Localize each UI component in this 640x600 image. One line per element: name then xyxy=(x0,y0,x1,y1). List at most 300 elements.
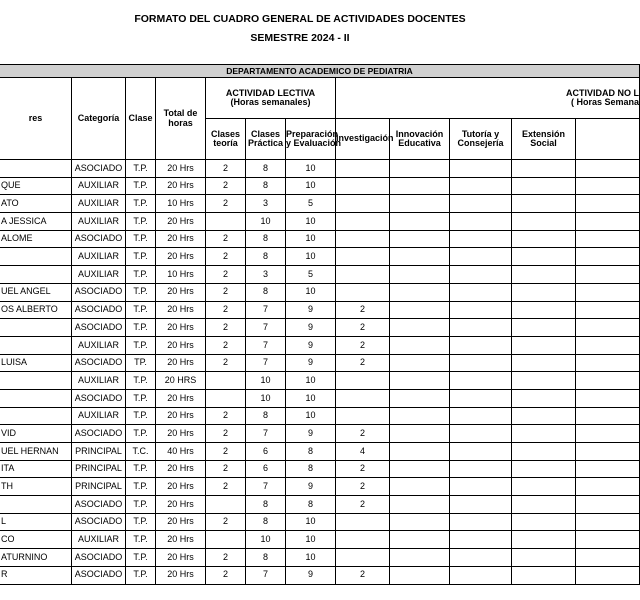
header-nombres: res xyxy=(0,78,72,160)
cell-clases-practica: 7 xyxy=(246,319,286,337)
cell-clases-practica: 7 xyxy=(246,301,286,319)
cell-clase: T.P. xyxy=(126,549,156,567)
cell-tutoria xyxy=(450,496,512,514)
cell-total-horas: 20 Hrs xyxy=(156,478,206,496)
cell-investigacion: 2 xyxy=(336,354,390,372)
cell-extension xyxy=(512,160,576,178)
cell-innovacion xyxy=(390,319,450,337)
cell-extra xyxy=(576,319,640,337)
cell-total-horas: 20 Hrs xyxy=(156,230,206,248)
cell-extra xyxy=(576,354,640,372)
cell-preparacion: 8 xyxy=(286,460,336,478)
cell-extension xyxy=(512,566,576,584)
cell-categoria: ASOCIADO xyxy=(72,513,126,531)
cell-investigacion: 2 xyxy=(336,336,390,354)
header-innovacion-line2: Educativa xyxy=(398,138,441,148)
cell-total-horas: 10 Hrs xyxy=(156,195,206,213)
cell-clases-practica: 8 xyxy=(246,513,286,531)
header-preparacion-line1: Preparación xyxy=(286,128,339,139)
cell-innovacion xyxy=(390,443,450,461)
header-tutoria-line1: Tutoría y xyxy=(461,128,500,139)
cell-tutoria xyxy=(450,195,512,213)
cell-investigacion: 2 xyxy=(336,425,390,443)
header-clases-practica-line2: Práctica xyxy=(247,138,284,148)
cell-total-horas: 20 Hrs xyxy=(156,177,206,195)
cell-investigacion: 2 xyxy=(336,319,390,337)
cell-extension xyxy=(512,336,576,354)
cell-extra xyxy=(576,531,640,549)
table-row xyxy=(0,230,640,248)
cell-clase: T.P. xyxy=(126,230,156,248)
cell-tutoria xyxy=(450,443,512,461)
cell-nombre xyxy=(0,319,72,337)
cell-tutoria xyxy=(450,213,512,231)
cell-nombre xyxy=(0,407,72,425)
cell-extension xyxy=(512,319,576,337)
cell-categoria: ASOCIADO xyxy=(72,354,126,372)
cell-clases-teoria: 2 xyxy=(206,266,246,284)
department-header: DEPARTAMENTO ACADEMICO DE PEDIATRIA xyxy=(0,65,640,78)
cell-innovacion xyxy=(390,531,450,549)
cell-categoria: PRINCIPAL xyxy=(72,478,126,496)
cell-innovacion xyxy=(390,301,450,319)
cell-extension xyxy=(512,283,576,301)
cell-preparacion: 9 xyxy=(286,319,336,337)
cell-clase: T.P. xyxy=(126,372,156,390)
cell-preparacion: 10 xyxy=(286,531,336,549)
cell-extension xyxy=(512,513,576,531)
cell-total-horas: 20 Hrs xyxy=(156,531,206,549)
cell-clases-practica: 3 xyxy=(246,195,286,213)
cell-extra xyxy=(576,425,640,443)
cell-clase: T.P. xyxy=(126,266,156,284)
header-no-lectiva-line2: ( Horas Semana xyxy=(571,97,640,107)
cell-investigacion: 4 xyxy=(336,443,390,461)
cell-categoria: ASOCIADO xyxy=(72,425,126,443)
cell-investigacion xyxy=(336,389,390,407)
header-clases-teoria xyxy=(206,119,246,160)
cell-total-horas: 20 Hrs xyxy=(156,496,206,514)
cell-nombre: VID xyxy=(0,425,72,443)
cell-clases-teoria xyxy=(206,531,246,549)
table-row xyxy=(0,425,640,443)
table-row xyxy=(0,496,640,514)
cell-extension xyxy=(512,301,576,319)
cell-innovacion xyxy=(390,513,450,531)
cell-innovacion xyxy=(390,407,450,425)
cell-extra xyxy=(576,336,640,354)
cell-total-horas: 40 Hrs xyxy=(156,443,206,461)
cell-innovacion xyxy=(390,230,450,248)
cell-clases-practica: 7 xyxy=(246,354,286,372)
cell-innovacion xyxy=(390,549,450,567)
cell-preparacion: 10 xyxy=(286,213,336,231)
cell-categoria: ASOCIADO xyxy=(72,549,126,567)
cell-nombre xyxy=(0,372,72,390)
cell-investigacion xyxy=(336,266,390,284)
cell-clase: T.P. xyxy=(126,407,156,425)
table-row xyxy=(0,354,640,372)
header-no-lectiva-line1: ACTIVIDAD NO L xyxy=(566,87,640,98)
cell-categoria: AUXILIAR xyxy=(72,407,126,425)
cell-categoria: ASOCIADO xyxy=(72,301,126,319)
cell-clases-teoria: 2 xyxy=(206,336,246,354)
cell-categoria: AUXILIAR xyxy=(72,266,126,284)
cell-preparacion: 10 xyxy=(286,389,336,407)
cell-tutoria xyxy=(450,372,512,390)
cell-categoria: AUXILIAR xyxy=(72,531,126,549)
cell-clase: T.P. xyxy=(126,460,156,478)
cell-total-horas: 20 Hrs xyxy=(156,566,206,584)
cell-preparacion: 10 xyxy=(286,513,336,531)
cell-preparacion: 10 xyxy=(286,283,336,301)
cell-clases-practica: 6 xyxy=(246,460,286,478)
header-innovacion xyxy=(390,119,450,160)
table-row xyxy=(0,213,640,231)
cell-nombre: TH xyxy=(0,478,72,496)
cell-clases-teoria: 2 xyxy=(206,283,246,301)
cell-innovacion xyxy=(390,566,450,584)
table-row xyxy=(0,407,640,425)
cell-clases-practica: 7 xyxy=(246,336,286,354)
document-title: FORMATO DEL CUADRO GENERAL DE ACTIVIDADES DOCENTES xyxy=(134,13,466,25)
activities-table xyxy=(0,64,640,585)
cell-preparacion: 9 xyxy=(286,425,336,443)
cell-nombre: OS ALBERTO xyxy=(0,301,72,319)
cell-clase: T.P. xyxy=(126,319,156,337)
cell-investigacion xyxy=(336,531,390,549)
cell-tutoria xyxy=(450,160,512,178)
cell-preparacion: 9 xyxy=(286,354,336,372)
header-actividad-no-lectiva xyxy=(336,78,640,119)
cell-clases-teoria: 2 xyxy=(206,354,246,372)
cell-preparacion: 8 xyxy=(286,496,336,514)
cell-categoria: ASOCIADO xyxy=(72,319,126,337)
table-row xyxy=(0,443,640,461)
cell-clases-practica: 7 xyxy=(246,478,286,496)
cell-clases-practica: 10 xyxy=(246,372,286,390)
cell-nombre: ITA xyxy=(0,460,72,478)
cell-investigacion: 2 xyxy=(336,478,390,496)
cell-extra xyxy=(576,301,640,319)
cell-total-horas: 20 Hrs xyxy=(156,336,206,354)
header-clases-teoria-line2: teoría xyxy=(213,138,238,148)
cell-categoria: ASOCIADO xyxy=(72,160,126,178)
cell-tutoria xyxy=(450,407,512,425)
cell-innovacion xyxy=(390,354,450,372)
cell-clase: T.P. xyxy=(126,213,156,231)
cell-nombre xyxy=(0,389,72,407)
cell-preparacion: 10 xyxy=(286,177,336,195)
cell-extension xyxy=(512,389,576,407)
cell-investigacion xyxy=(336,283,390,301)
cell-clases-teoria: 2 xyxy=(206,319,246,337)
cell-extra xyxy=(576,266,640,284)
header-actividad-lectiva xyxy=(206,78,336,119)
cell-investigacion xyxy=(336,230,390,248)
cell-clases-teoria: 2 xyxy=(206,248,246,266)
cell-clases-practica: 8 xyxy=(246,230,286,248)
cell-innovacion xyxy=(390,478,450,496)
header-total-horas-line2: horas xyxy=(168,117,193,128)
cell-clases-teoria xyxy=(206,496,246,514)
cell-tutoria xyxy=(450,248,512,266)
cell-investigacion xyxy=(336,407,390,425)
cell-innovacion xyxy=(390,195,450,213)
cell-clases-teoria: 2 xyxy=(206,549,246,567)
cell-extra xyxy=(576,496,640,514)
cell-categoria: ASOCIADO xyxy=(72,389,126,407)
cell-categoria: PRINCIPAL xyxy=(72,443,126,461)
cell-clases-teoria: 2 xyxy=(206,425,246,443)
cell-categoria: ASOCIADO xyxy=(72,283,126,301)
cell-categoria: AUXILIAR xyxy=(72,336,126,354)
cell-extra xyxy=(576,389,640,407)
cell-tutoria xyxy=(450,389,512,407)
cell-extension xyxy=(512,248,576,266)
header-preparacion xyxy=(286,119,342,160)
cell-total-horas: 20 Hrs xyxy=(156,425,206,443)
cell-extra xyxy=(576,160,640,178)
cell-extra xyxy=(576,230,640,248)
cell-extension xyxy=(512,478,576,496)
cell-investigacion xyxy=(336,213,390,231)
cell-innovacion xyxy=(390,460,450,478)
cell-nombre xyxy=(0,336,72,354)
cell-categoria: ASOCIADO xyxy=(72,566,126,584)
cell-extra xyxy=(576,478,640,496)
header-clases-practica xyxy=(246,119,286,160)
table-row xyxy=(0,460,640,478)
header-categoria: Categoría xyxy=(72,78,126,160)
cell-preparacion: 5 xyxy=(286,266,336,284)
table-row xyxy=(0,160,640,178)
cell-nombre: QUE xyxy=(0,177,72,195)
cell-clases-teoria: 2 xyxy=(206,566,246,584)
cell-extension xyxy=(512,549,576,567)
cell-clases-teoria: 2 xyxy=(206,160,246,178)
cell-tutoria xyxy=(450,531,512,549)
cell-tutoria xyxy=(450,319,512,337)
cell-categoria: ASOCIADO xyxy=(72,496,126,514)
cell-clases-teoria xyxy=(206,213,246,231)
cell-clase: T.P. xyxy=(126,496,156,514)
cell-extra xyxy=(576,213,640,231)
cell-categoria: AUXILIAR xyxy=(72,195,126,213)
header-extension-line2: Social xyxy=(530,138,557,148)
cell-extension xyxy=(512,496,576,514)
cell-nombre xyxy=(0,160,72,178)
cell-clase: T.P. xyxy=(126,160,156,178)
cell-preparacion: 10 xyxy=(286,248,336,266)
cell-extension xyxy=(512,177,576,195)
cell-investigacion xyxy=(336,195,390,213)
cell-preparacion: 9 xyxy=(286,301,336,319)
cell-investigacion xyxy=(336,160,390,178)
cell-extension xyxy=(512,354,576,372)
cell-nombre xyxy=(0,248,72,266)
cell-innovacion xyxy=(390,496,450,514)
cell-categoria: ASOCIADO xyxy=(72,230,126,248)
cell-clases-teoria: 2 xyxy=(206,301,246,319)
cell-tutoria xyxy=(450,301,512,319)
cell-extra xyxy=(576,177,640,195)
cell-total-horas: 20 Hrs xyxy=(156,513,206,531)
table-row xyxy=(0,301,640,319)
cell-extension xyxy=(512,407,576,425)
cell-nombre xyxy=(0,496,72,514)
cell-extension xyxy=(512,460,576,478)
cell-clases-teoria: 2 xyxy=(206,513,246,531)
cell-extra xyxy=(576,248,640,266)
cell-tutoria xyxy=(450,478,512,496)
cell-clases-teoria: 2 xyxy=(206,460,246,478)
cell-clases-practica: 7 xyxy=(246,425,286,443)
cell-nombre: ATURNINO xyxy=(0,549,72,567)
cell-investigacion: 2 xyxy=(336,496,390,514)
cell-clases-teoria: 2 xyxy=(206,195,246,213)
cell-preparacion: 9 xyxy=(286,336,336,354)
cell-extension xyxy=(512,425,576,443)
cell-innovacion xyxy=(390,266,450,284)
header-extension xyxy=(512,119,576,160)
document-subtitle: SEMESTRE 2024 - II xyxy=(250,32,350,44)
cell-tutoria xyxy=(450,566,512,584)
cell-total-horas: 20 Hrs xyxy=(156,160,206,178)
cell-total-horas: 20 Hrs xyxy=(156,248,206,266)
cell-innovacion xyxy=(390,213,450,231)
cell-tutoria xyxy=(450,549,512,567)
cell-total-horas: 20 Hrs xyxy=(156,460,206,478)
header-preparacion-line2: y Evaluación xyxy=(286,138,342,148)
cell-clases-practica: 8 xyxy=(246,407,286,425)
cell-clases-practica: 8 xyxy=(246,160,286,178)
cell-nombre: LUISA xyxy=(0,354,72,372)
cell-investigacion xyxy=(336,513,390,531)
cell-total-horas: 20 Hrs xyxy=(156,549,206,567)
cell-nombre: R xyxy=(0,566,72,584)
header-innovacion-line1: Innovación xyxy=(395,128,444,139)
cell-preparacion: 10 xyxy=(286,160,336,178)
cell-nombre: UEL HERNAN xyxy=(0,443,72,461)
table-row xyxy=(0,566,640,584)
cell-innovacion xyxy=(390,425,450,443)
cell-extra xyxy=(576,372,640,390)
cell-extension xyxy=(512,266,576,284)
cell-innovacion xyxy=(390,372,450,390)
cell-investigacion: 2 xyxy=(336,460,390,478)
cell-extra xyxy=(576,566,640,584)
cell-extension xyxy=(512,213,576,231)
cell-innovacion xyxy=(390,160,450,178)
cell-investigacion xyxy=(336,372,390,390)
table-row xyxy=(0,319,640,337)
cell-clase: T.P. xyxy=(126,478,156,496)
cell-nombre: A JESSICA xyxy=(0,213,72,231)
cell-total-horas: 20 Hrs xyxy=(156,301,206,319)
cell-total-horas: 20 Hrs xyxy=(156,319,206,337)
cell-clase: T.P. xyxy=(126,389,156,407)
cell-tutoria xyxy=(450,513,512,531)
cell-clase: T.P. xyxy=(126,283,156,301)
cell-clases-practica: 8 xyxy=(246,549,286,567)
cell-extra xyxy=(576,513,640,531)
table-row xyxy=(0,478,640,496)
header-tutoria-line2: Consejería xyxy=(457,138,504,148)
cell-innovacion xyxy=(390,177,450,195)
cell-clase: T.C. xyxy=(126,443,156,461)
cell-extra xyxy=(576,460,640,478)
table-row xyxy=(0,266,640,284)
cell-nombre: L xyxy=(0,513,72,531)
cell-innovacion xyxy=(390,248,450,266)
cell-investigacion: 2 xyxy=(336,301,390,319)
table-row xyxy=(0,513,640,531)
cell-extension xyxy=(512,195,576,213)
cell-nombre: ALOME xyxy=(0,230,72,248)
cell-clases-practica: 3 xyxy=(246,266,286,284)
table-row xyxy=(0,248,640,266)
table-row xyxy=(0,195,640,213)
cell-tutoria xyxy=(450,283,512,301)
cell-extra xyxy=(576,195,640,213)
cell-total-horas: 20 Hrs xyxy=(156,389,206,407)
cell-nombre: ATO xyxy=(0,195,72,213)
cell-clases-teoria xyxy=(206,372,246,390)
header-clases-teoria-line1: Clases xyxy=(210,128,241,139)
cell-tutoria xyxy=(450,266,512,284)
cell-clase: TP. xyxy=(126,354,156,372)
cell-investigacion xyxy=(336,177,390,195)
cell-preparacion: 10 xyxy=(286,407,336,425)
cell-investigacion xyxy=(336,549,390,567)
cell-clases-teoria: 2 xyxy=(206,407,246,425)
table-row xyxy=(0,389,640,407)
cell-clases-teoria xyxy=(206,389,246,407)
cell-clases-practica: 6 xyxy=(246,443,286,461)
cell-investigacion xyxy=(336,248,390,266)
cell-clases-teoria: 2 xyxy=(206,230,246,248)
cell-categoria: AUXILIAR xyxy=(72,372,126,390)
cell-clases-teoria: 2 xyxy=(206,478,246,496)
cell-clase: T.P. xyxy=(126,531,156,549)
cell-categoria: AUXILIAR xyxy=(72,213,126,231)
cell-categoria: AUXILIAR xyxy=(72,248,126,266)
cell-extra xyxy=(576,443,640,461)
cell-nombre xyxy=(0,266,72,284)
table-row xyxy=(0,549,640,567)
cell-clases-teoria: 2 xyxy=(206,443,246,461)
cell-extra xyxy=(576,407,640,425)
cell-total-horas: 20 Hrs xyxy=(156,407,206,425)
cell-categoria: PRINCIPAL xyxy=(72,460,126,478)
cell-clases-practica: 10 xyxy=(246,389,286,407)
cell-clase: T.P. xyxy=(126,195,156,213)
table-row xyxy=(0,372,640,390)
cell-tutoria xyxy=(450,354,512,372)
cell-preparacion: 10 xyxy=(286,372,336,390)
cell-total-horas: 20 HRS xyxy=(156,372,206,390)
cell-extension xyxy=(512,372,576,390)
cell-innovacion xyxy=(390,336,450,354)
cell-clases-practica: 10 xyxy=(246,531,286,549)
cell-clases-teoria: 2 xyxy=(206,177,246,195)
table-row xyxy=(0,336,640,354)
cell-clase: T.P. xyxy=(126,336,156,354)
cell-clases-practica: 8 xyxy=(246,248,286,266)
cell-total-horas: 10 Hrs xyxy=(156,266,206,284)
cell-investigacion: 2 xyxy=(336,566,390,584)
